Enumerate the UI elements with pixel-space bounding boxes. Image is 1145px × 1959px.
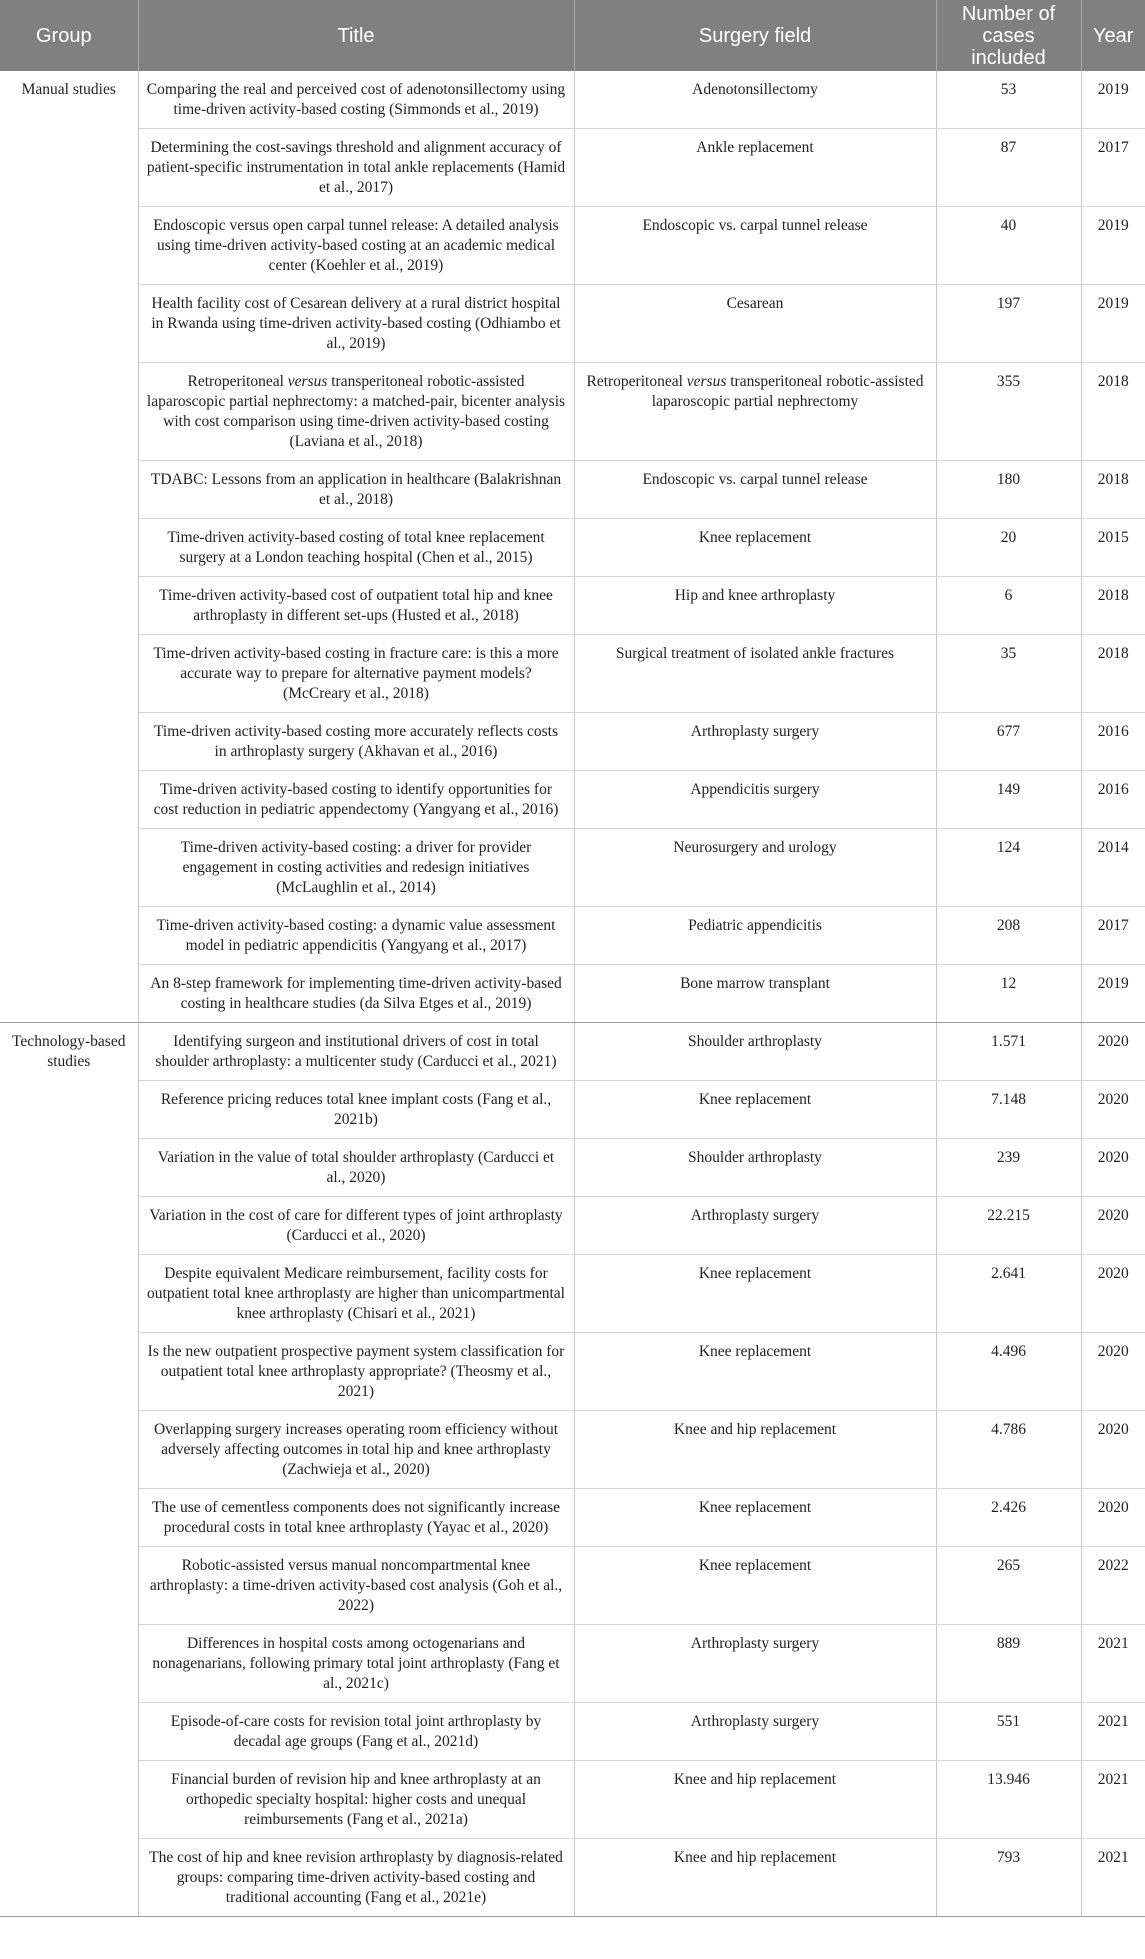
title-cell: Time-driven activity-based cost of outpatient total hip and knee arthroplasty in different set-ups (Husted et al., 2018) xyxy=(138,577,574,635)
title-cell: TDABC: Lessons from an application in healthcare (Balakrishnan et al., 2018) xyxy=(138,461,574,519)
title-cell: Financial burden of revision hip and knee arthroplasty at an orthopedic specialty hospital: higher costs and unequal reimbursements (Fang et al., 2021a) xyxy=(138,1761,574,1839)
year-cell: 2021 xyxy=(1081,1761,1145,1839)
surgery-field-cell: Knee and hip replacement xyxy=(574,1839,936,1917)
cases-cell: 239 xyxy=(936,1139,1081,1197)
surgery-field-cell: Bone marrow transplant xyxy=(574,965,936,1023)
surgery-field-cell: Knee replacement xyxy=(574,1489,936,1547)
field-text-part: versus xyxy=(686,373,727,390)
table-row xyxy=(0,829,1145,907)
surgery-field-cell: Endoscopic vs. carpal tunnel release xyxy=(574,207,936,285)
surgery-field-cell: Cesarean xyxy=(574,285,936,363)
field-text-part: Retroperitoneal xyxy=(586,373,687,390)
cases-cell: 355 xyxy=(936,363,1081,461)
surgery-field-cell: Surgical treatment of isolated ankle fractures xyxy=(574,635,936,713)
surgery-field-cell: Arthroplasty surgery xyxy=(574,713,936,771)
surgery-field-cell: Knee replacement xyxy=(574,519,936,577)
header-group: Group xyxy=(0,0,138,71)
year-cell: 2018 xyxy=(1081,635,1145,713)
year-cell: 2019 xyxy=(1081,71,1145,129)
cases-cell: 13.946 xyxy=(936,1761,1081,1839)
table-row xyxy=(0,1139,1145,1197)
surgery-field-cell: Pediatric appendicitis xyxy=(574,907,936,965)
group-label: Manual studies xyxy=(0,71,138,1023)
cases-cell: 265 xyxy=(936,1547,1081,1625)
year-cell: 2014 xyxy=(1081,829,1145,907)
title-cell: Time-driven activity-based costing in fracture care: is this a more accurate way to prepare for alternative payment models? (McCreary et al., 2018) xyxy=(138,635,574,713)
table-body xyxy=(0,71,1145,1917)
year-cell: 2020 xyxy=(1081,1081,1145,1139)
cases-cell: 889 xyxy=(936,1625,1081,1703)
surgery-field-cell: Knee and hip replacement xyxy=(574,1411,936,1489)
cases-cell: 149 xyxy=(936,771,1081,829)
year-cell: 2021 xyxy=(1081,1625,1145,1703)
year-cell: 2018 xyxy=(1081,577,1145,635)
surgery-field-cell: Arthroplasty surgery xyxy=(574,1197,936,1255)
surgery-field-cell: Shoulder arthroplasty xyxy=(574,1023,936,1081)
table-row xyxy=(0,1761,1145,1839)
cases-cell: 53 xyxy=(936,71,1081,129)
table-row xyxy=(0,1625,1145,1703)
cases-cell: 2.641 xyxy=(936,1255,1081,1333)
table-row xyxy=(0,1197,1145,1255)
table-row xyxy=(0,713,1145,771)
cases-cell: 87 xyxy=(936,129,1081,207)
title-cell: Variation in the cost of care for different types of joint arthroplasty (Carducci et al., 2020) xyxy=(138,1197,574,1255)
cases-cell: 22.215 xyxy=(936,1197,1081,1255)
group-label: Technology-based studies xyxy=(0,1023,138,1917)
title-cell: Health facility cost of Cesarean delivery at a rural district hospital in Rwanda using time-driven activity-based costing (Odhiambo et al., 2019) xyxy=(138,285,574,363)
title-cell: Time-driven activity-based costing more accurately reflects costs in arthroplasty surgery (Akhavan et al., 2016) xyxy=(138,713,574,771)
cases-cell: 197 xyxy=(936,285,1081,363)
table-row xyxy=(0,461,1145,519)
year-cell: 2015 xyxy=(1081,519,1145,577)
title-cell: Robotic-assisted versus manual noncompartmental knee arthroplasty: a time-driven activity-based cost analysis (Goh et al., 2022) xyxy=(138,1547,574,1625)
table-row xyxy=(0,577,1145,635)
header-surgery-field: Surgery field xyxy=(574,0,936,71)
title-cell: Overlapping surgery increases operating room efficiency without adversely affecting outcomes in total hip and knee arthroplasty (Zachwieja et al., 2020) xyxy=(138,1411,574,1489)
cases-cell: 551 xyxy=(936,1703,1081,1761)
title-cell xyxy=(138,363,574,461)
cases-cell: 208 xyxy=(936,907,1081,965)
year-cell: 2020 xyxy=(1081,1255,1145,1333)
title-cell: The cost of hip and knee revision arthroplasty by diagnosis-related groups: comparing time-driven activity-based costing and traditional accounting (Fang et al., 2021e) xyxy=(138,1839,574,1917)
surgery-field-cell: Appendicitis surgery xyxy=(574,771,936,829)
surgery-field-cell: Hip and knee arthroplasty xyxy=(574,577,936,635)
cases-cell: 35 xyxy=(936,635,1081,713)
surgery-field-cell: Knee and hip replacement xyxy=(574,1761,936,1839)
cases-cell: 20 xyxy=(936,519,1081,577)
cases-cell: 124 xyxy=(936,829,1081,907)
table-row xyxy=(0,1023,1145,1081)
surgery-field-cell: Arthroplasty surgery xyxy=(574,1625,936,1703)
year-cell: 2017 xyxy=(1081,129,1145,207)
title-cell: Time-driven activity-based costing: a driver for provider engagement in costing activities and redesign initiatives (McLaughlin et al., 2014) xyxy=(138,829,574,907)
cases-cell: 180 xyxy=(936,461,1081,519)
year-cell: 2021 xyxy=(1081,1703,1145,1761)
table-row xyxy=(0,907,1145,965)
table-row xyxy=(0,1411,1145,1489)
year-cell: 2016 xyxy=(1081,771,1145,829)
title-cell: Time-driven activity-based costing to identify opportunities for cost reduction in pediatric appendectomy (Yangyang et al., 2016) xyxy=(138,771,574,829)
year-cell: 2022 xyxy=(1081,1547,1145,1625)
title-cell: Time-driven activity-based costing of total knee replacement surgery at a London teaching hospital (Chen et al., 2015) xyxy=(138,519,574,577)
year-cell: 2020 xyxy=(1081,1139,1145,1197)
surgery-field-cell: Adenotonsillectomy xyxy=(574,71,936,129)
table-row xyxy=(0,1703,1145,1761)
table-header xyxy=(0,0,1145,71)
table-row xyxy=(0,1255,1145,1333)
title-cell: Comparing the real and perceived cost of adenotonsillectomy using time-driven activity-based costing (Simmonds et al., 2019) xyxy=(138,71,574,129)
surgery-field-cell: Knee replacement xyxy=(574,1081,936,1139)
year-cell: 2017 xyxy=(1081,907,1145,965)
cases-cell: 4.786 xyxy=(936,1411,1081,1489)
table-row xyxy=(0,1547,1145,1625)
table-row xyxy=(0,207,1145,285)
table-row xyxy=(0,363,1145,461)
title-cell: Variation in the value of total shoulder arthroplasty (Carducci et al., 2020) xyxy=(138,1139,574,1197)
header-year: Year xyxy=(1081,0,1145,71)
title-cell: Endoscopic versus open carpal tunnel release: A detailed analysis using time-driven activity-based costing at an academic medical center (Koehler et al., 2019) xyxy=(138,207,574,285)
cases-cell: 1.571 xyxy=(936,1023,1081,1081)
title-text-part: transperitoneal robotic-assisted laparoscopic partial nephrectomy: a matched-pair, bicenter analysis with cost comparison using time-driven activity-based costing (Laviana et al., 2018) xyxy=(146,373,566,450)
year-cell: 2019 xyxy=(1081,965,1145,1023)
year-cell: 2020 xyxy=(1081,1333,1145,1411)
title-cell: Identifying surgeon and institutional drivers of cost in total shoulder arthroplasty: a multicenter study (Carducci et al., 2021) xyxy=(138,1023,574,1081)
title-cell: Is the new outpatient prospective payment system classification for outpatient total knee arthroplasty appropriate? (Theosmy et al., 2021) xyxy=(138,1333,574,1411)
cases-cell: 7.148 xyxy=(936,1081,1081,1139)
table-row xyxy=(0,635,1145,713)
title-cell: Despite equivalent Medicare reimbursement, facility costs for outpatient total knee arthroplasty are higher than unicompartmental knee arthroplasty (Chisari et al., 2021) xyxy=(138,1255,574,1333)
table-row xyxy=(0,965,1145,1023)
field-text-part: transperitoneal robotic-assisted laparoscopic partial nephrectomy xyxy=(651,373,924,410)
surgery-field-cell: Ankle replacement xyxy=(574,129,936,207)
year-cell: 2019 xyxy=(1081,207,1145,285)
cases-cell: 4.496 xyxy=(936,1333,1081,1411)
title-cell: Reference pricing reduces total knee implant costs (Fang et al., 2021b) xyxy=(138,1081,574,1139)
table-row xyxy=(0,71,1145,129)
table-row xyxy=(0,129,1145,207)
year-cell: 2021 xyxy=(1081,1839,1145,1917)
title-cell: Differences in hospital costs among octogenarians and nonagenarians, following primary total joint arthroplasty (Fang et al., 2021c) xyxy=(138,1625,574,1703)
table-row xyxy=(0,1081,1145,1139)
table-row xyxy=(0,285,1145,363)
year-cell: 2020 xyxy=(1081,1489,1145,1547)
title-cell: Determining the cost-savings threshold and alignment accuracy of patient-specific instrumentation in total ankle replacements (Hamid et al., 2017) xyxy=(138,129,574,207)
surgery-field-cell: Endoscopic vs. carpal tunnel release xyxy=(574,461,936,519)
surgery-field-cell: Neurosurgery and urology xyxy=(574,829,936,907)
cases-cell: 677 xyxy=(936,713,1081,771)
year-cell: 2018 xyxy=(1081,461,1145,519)
table-row xyxy=(0,1333,1145,1411)
title-cell: The use of cementless components does not significantly increase procedural costs in total knee arthroplasty (Yayac et al., 2020) xyxy=(138,1489,574,1547)
title-cell: Time-driven activity-based costing: a dynamic value assessment model in pediatric appendicitis (Yangyang et al., 2017) xyxy=(138,907,574,965)
table-row xyxy=(0,1839,1145,1917)
year-cell: 2020 xyxy=(1081,1411,1145,1489)
surgery-field-cell xyxy=(574,363,936,461)
title-text-part: Retroperitoneal xyxy=(187,373,288,390)
year-cell: 2019 xyxy=(1081,285,1145,363)
cases-cell: 12 xyxy=(936,965,1081,1023)
cases-cell: 793 xyxy=(936,1839,1081,1917)
year-cell: 2018 xyxy=(1081,363,1145,461)
title-text-part: versus xyxy=(287,373,328,390)
surgery-field-cell: Arthroplasty surgery xyxy=(574,1703,936,1761)
title-cell: An 8-step framework for implementing time-driven activity-based costing in healthcare studies (da Silva Etges et al., 2019) xyxy=(138,965,574,1023)
cases-cell: 6 xyxy=(936,577,1081,635)
surgery-field-cell: Knee replacement xyxy=(574,1333,936,1411)
cases-cell: 40 xyxy=(936,207,1081,285)
title-cell: Episode-of-care costs for revision total joint arthroplasty by decadal age groups (Fang et al., 2021d) xyxy=(138,1703,574,1761)
surgery-field-cell: Knee replacement xyxy=(574,1547,936,1625)
table-row xyxy=(0,519,1145,577)
table-row xyxy=(0,1489,1145,1547)
table-row xyxy=(0,771,1145,829)
year-cell: 2020 xyxy=(1081,1023,1145,1081)
year-cell: 2020 xyxy=(1081,1197,1145,1255)
header-title: Title xyxy=(138,0,574,71)
surgery-field-cell: Shoulder arthroplasty xyxy=(574,1139,936,1197)
year-cell: 2016 xyxy=(1081,713,1145,771)
surgery-field-cell: Knee replacement xyxy=(574,1255,936,1333)
header-number-of-cases: Number of cases included xyxy=(936,0,1081,71)
cases-cell: 2.426 xyxy=(936,1489,1081,1547)
